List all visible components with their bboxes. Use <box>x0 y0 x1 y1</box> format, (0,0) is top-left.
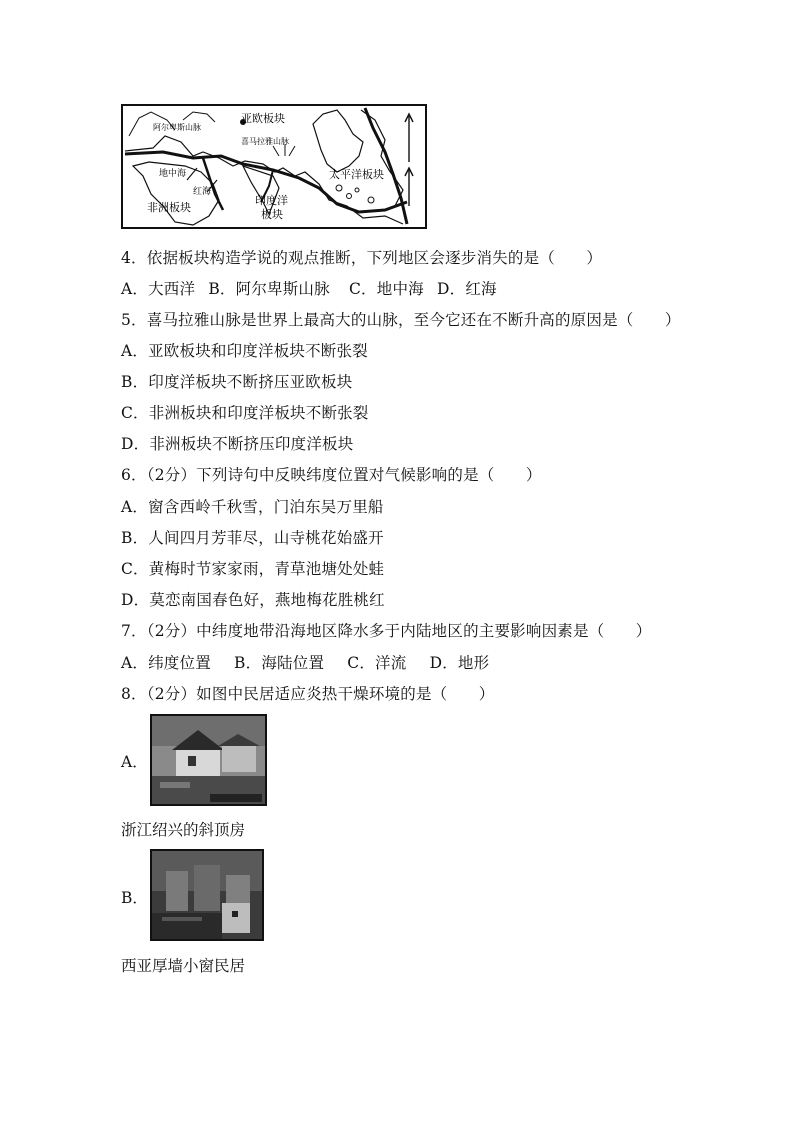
q4-option-c[interactable]: C．地中海 <box>348 280 424 298</box>
q6-option-d[interactable]: D．莫恋南国春色好，燕地梅花胜桃红 <box>121 591 385 609</box>
map-label-alps: 阿尔卑斯山脉 <box>153 123 201 132</box>
q8-option-b-caption: 西亚厚墙小窗民居 <box>121 957 246 975</box>
map-label-eurasian-plate: 亚欧板块 <box>241 112 285 125</box>
question-7-stem: 7．（2分）中纬度地带沿海地区降水多于内陆地区的主要影响因素是（ ） <box>121 622 652 640</box>
q7-option-b[interactable]: B．海陆位置 <box>234 654 325 672</box>
map-label-mediterranean: 地中海 <box>159 169 187 179</box>
q7-option-d[interactable]: D．地形 <box>429 654 490 672</box>
question-6-stem: 6．（2分）下列诗句中反映纬度位置对气候影响的是（ ） <box>121 466 542 484</box>
question-4-options <box>121 279 497 299</box>
q7-option-c[interactable]: C．洋流 <box>347 654 407 672</box>
q5-option-d[interactable]: D．非洲板块不断挤压印度洋板块 <box>121 435 354 453</box>
q8-option-b-label[interactable]: B． <box>121 889 148 907</box>
q5-option-b[interactable]: B．印度洋板块不断挤压亚欧板块 <box>121 373 353 391</box>
map-label-red-sea: 红海 <box>193 187 212 197</box>
map-label-pacific-plate: 太平洋板块 <box>329 168 384 181</box>
west-asia-house-image <box>152 851 262 939</box>
q6-option-a[interactable]: A．窗含西岭千秋雪，门泊东吴万里船 <box>121 498 384 516</box>
q7-option-a[interactable]: A．纬度位置 <box>121 654 211 672</box>
shaoxing-house-image <box>152 716 265 804</box>
map-label-indian-plate-1: 印度洋 <box>255 194 288 207</box>
q4-option-a[interactable]: A．大西洋 <box>121 280 196 298</box>
map-label-himalaya: 喜马拉雅山脉 <box>241 137 289 146</box>
q5-option-a[interactable]: A．亚欧板块和印度洋板块不断张裂 <box>121 342 368 360</box>
q6-option-c[interactable]: C．黄梅时节家家雨，青草池塘处处蛙 <box>121 560 385 578</box>
q4-option-d[interactable]: D．红海 <box>437 280 497 298</box>
question-8-stem: 8．（2分）如图中民居适应炎热干燥环境的是（ ） <box>121 685 495 703</box>
q4-option-b[interactable]: B．阿尔卑斯山脉 <box>208 280 330 298</box>
question-7-options <box>121 653 489 673</box>
plate-map-drawing <box>123 106 425 227</box>
q8-option-a-photo[interactable] <box>150 714 267 806</box>
q8-option-a-caption: 浙江绍兴的斜顶房 <box>121 821 246 839</box>
question-4-stem: 4．依据板块构造学说的观点推断，下列地区会逐步消失的是（ ） <box>121 249 603 267</box>
q8-option-b-photo[interactable] <box>150 849 264 941</box>
map-label-indian-plate-2: 板块 <box>261 208 283 221</box>
plate-map-figure <box>121 104 427 229</box>
map-label-african-plate: 非洲板块 <box>147 201 191 214</box>
q5-option-c[interactable]: C．非洲板块和印度洋板块不断张裂 <box>121 404 369 422</box>
question-5-stem: 5．喜马拉雅山脉是世界上最高大的山脉，至今它还在不断升高的原因是（ ） <box>121 311 681 329</box>
q8-option-a-label[interactable]: A． <box>121 753 148 771</box>
q6-option-b[interactable]: B．人间四月芳菲尽，山寺桃花始盛开 <box>121 529 384 547</box>
